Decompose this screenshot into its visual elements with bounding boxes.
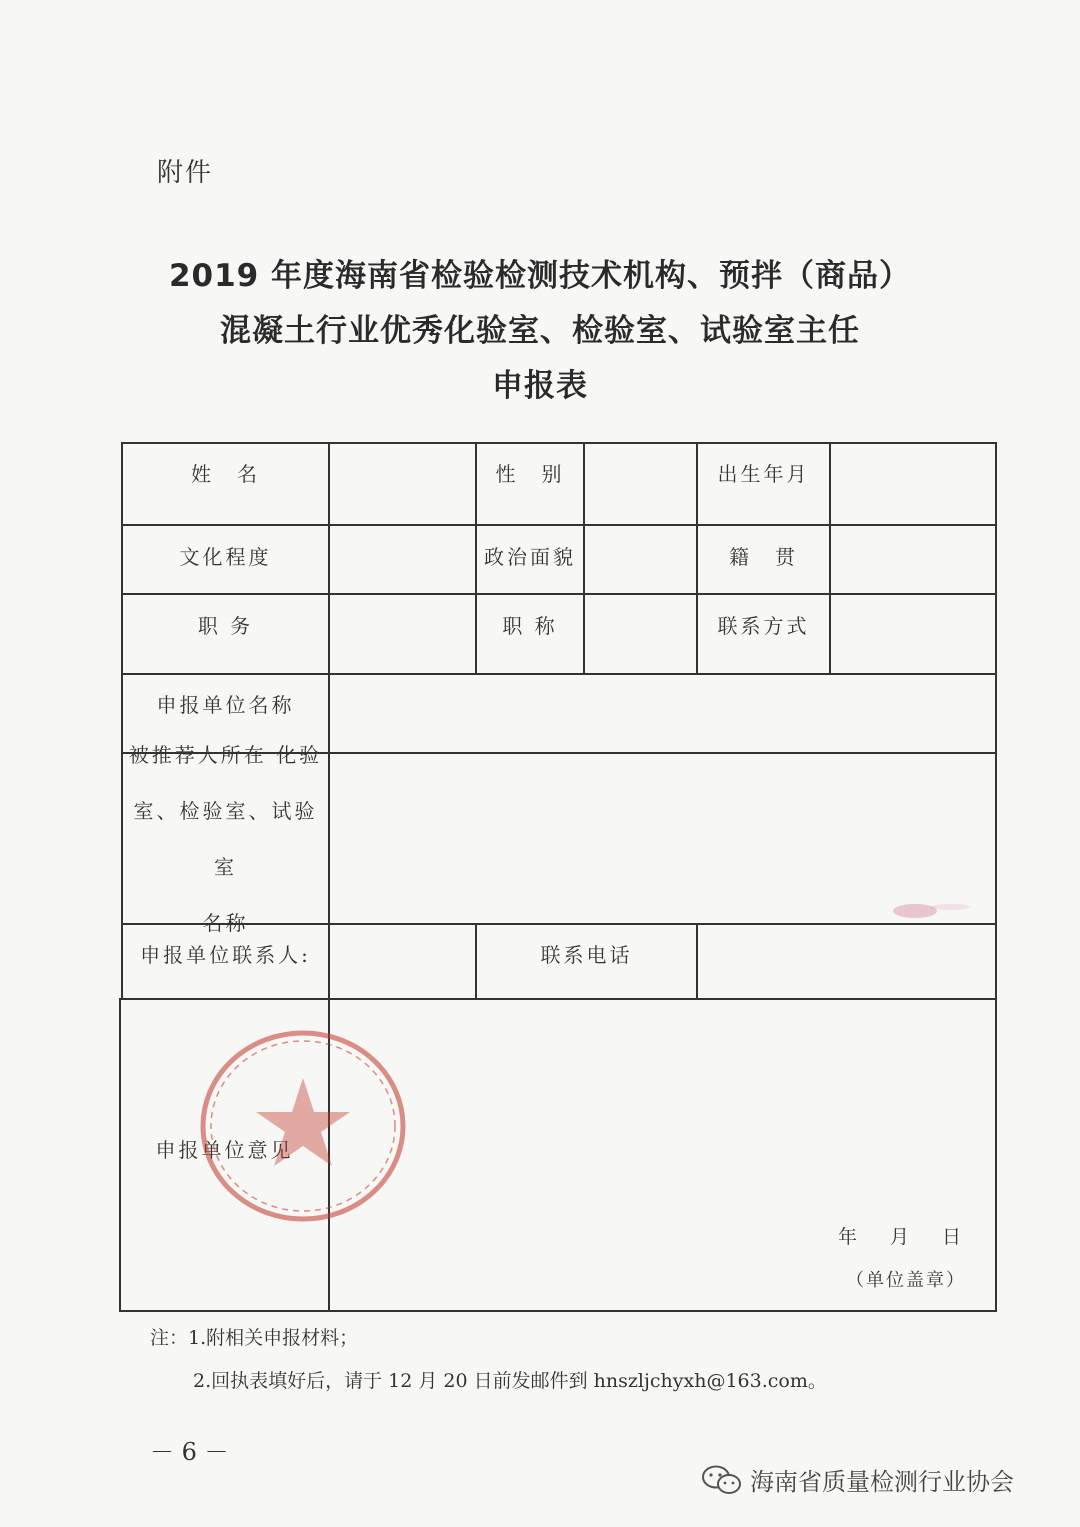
wechat-watermark (700, 1462, 1014, 1497)
title-line-2: 混凝土行业优秀化验室、检验室、试验室主任 (220, 313, 860, 349)
contact-phone-label: 联系电话 (540, 942, 633, 967)
page-number: － 6 － (150, 1438, 229, 1466)
table-border-bottom (119, 1310, 997, 1312)
wechat-icon (700, 1464, 744, 1496)
watermark-text: 海南省质量检测行业协会 (750, 1468, 1014, 1496)
official-seal-stamp (196, 1026, 410, 1226)
table-border-right (995, 442, 997, 1312)
unit-opinion-field[interactable] (330, 1000, 995, 1200)
applicant-unit-name-field[interactable] (330, 675, 995, 752)
ink-smudge (870, 895, 980, 925)
contact-phone-field[interactable] (698, 925, 995, 998)
unit-contact-person-field[interactable] (330, 925, 475, 998)
unit-opinion-label: 申报单位意见 (155, 1137, 294, 1162)
lab-name-label-line: 室、检验室、试验室 (133, 798, 318, 879)
attachment-label: 附件 (157, 158, 214, 188)
lab-name-label (123, 742, 328, 935)
unit-seal-label: （单位盖章） (846, 1270, 966, 1291)
professional-title-label: 职 称 (502, 613, 558, 638)
title-line-3: 申报表 (492, 368, 588, 404)
name-field[interactable] (330, 444, 475, 524)
birth-date-label: 出生年月 (717, 461, 810, 486)
title-line-1: 2019 年度海南省检验检测技术机构、预拌（商品） (168, 258, 912, 294)
education-label: 文化程度 (179, 544, 272, 569)
gender-label: 性 别 (495, 461, 565, 486)
unit-contact-person-label: 申报单位联系人: (140, 942, 311, 967)
professional-title-field[interactable] (585, 595, 696, 673)
note-2: 2.回执表填好后，请于 12 月 20 日前发邮件到 hnszljchyxh@163.com。 (193, 1370, 827, 1392)
applicant-unit-name-label: 申报单位名称 (156, 692, 295, 717)
contact-info-field[interactable] (831, 595, 995, 673)
contact-info-label: 联系方式 (717, 613, 810, 638)
lab-name-label-line: 被推荐人所在 化验 (128, 742, 323, 767)
note-1: 注：1.附相关申报材料； (150, 1327, 359, 1349)
birth-date-field[interactable] (831, 444, 995, 524)
date-day: 日 (942, 1226, 962, 1248)
political-status-field[interactable] (585, 526, 696, 593)
education-field[interactable] (330, 526, 475, 593)
date-line (838, 1222, 994, 1249)
gender-field[interactable] (585, 444, 696, 524)
political-status-label: 政治面貌 (484, 544, 576, 569)
date-year: 年 (838, 1226, 858, 1248)
native-place-field[interactable] (831, 526, 995, 593)
position-field[interactable] (330, 595, 475, 673)
name-label: 姓 名 (191, 461, 260, 486)
lab-name-label-line: 名称 (202, 910, 249, 935)
position-label: 职 务 (197, 613, 254, 638)
native-place-label: 籍 贯 (729, 544, 798, 569)
date-month: 月 (890, 1226, 910, 1248)
